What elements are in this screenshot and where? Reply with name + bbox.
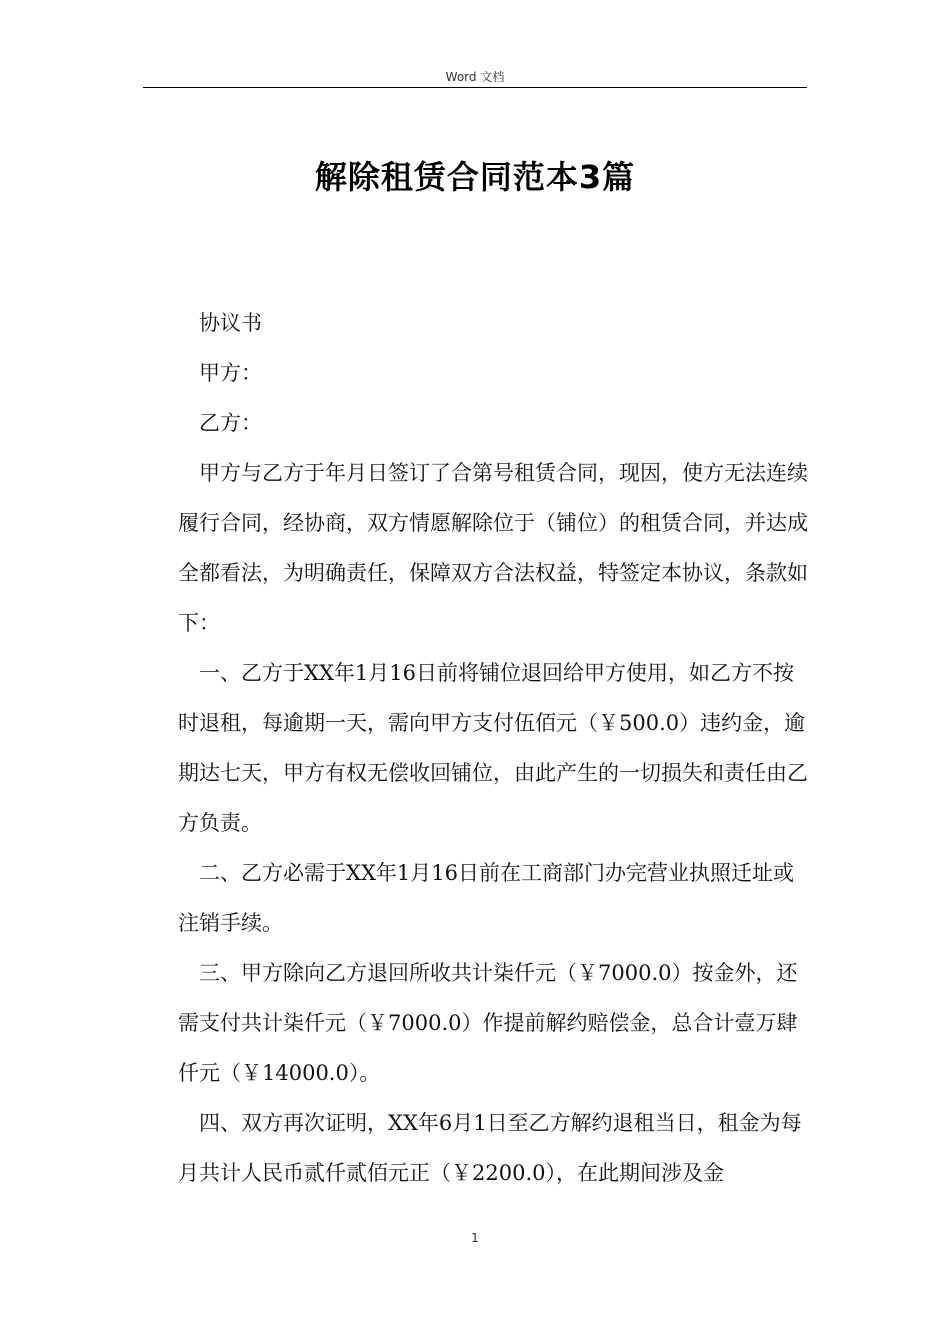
paragraph-party-b: 乙方： <box>199 411 262 435</box>
paragraph-party-a: 甲方： <box>199 361 262 385</box>
page-header: Word 文档 <box>445 70 505 84</box>
paragraph-intro: 甲方与乙方于年月日签订了合第号租赁合同，现因，使方无法连续履行合同，经协商，双方情愿解除位于（铺位）的租赁合同，并达成全都看法，为明确责任，保障双方合法权益，特签定本协议，条款如下： <box>178 461 808 635</box>
paragraph-heading: 协议书 <box>199 311 262 335</box>
paragraph-clause-3: 三、甲方除向乙方退回所收共计柒仟元（￥7000.0）按金外，还需支付共计柒仟元（￥7000.0）作提前解约赔偿金，总合计壹万肆仟元（￥14000.0）。 <box>178 961 798 1085</box>
document-body <box>178 298 810 1198</box>
paragraph-clause-1: 一、乙方于XX年1月16日前将铺位退回给甲方使用，如乙方不按时退租，每逾期一天，需向甲方支付伍佰元（￥500.0）违约金，逾期达七天，甲方有权无偿收回铺位，由此产生的一切损失和责任由乙方负责。 <box>178 661 808 835</box>
header-divider <box>143 87 807 88</box>
document-title: 解除租赁合同范本3篇 <box>314 158 636 196</box>
paragraph-clause-2: 二、乙方必需于XX年1月16日前在工商部门办完营业执照迁址或注销手续。 <box>178 861 794 935</box>
page-number: 1 <box>471 1231 479 1245</box>
paragraph-clause-4: 四、双方再次证明，XX年6月1日至乙方解约退租当日，租金为每月共计人民币贰仟贰佰元正（￥2200.0），在此期间涉及金 <box>178 1111 802 1185</box>
